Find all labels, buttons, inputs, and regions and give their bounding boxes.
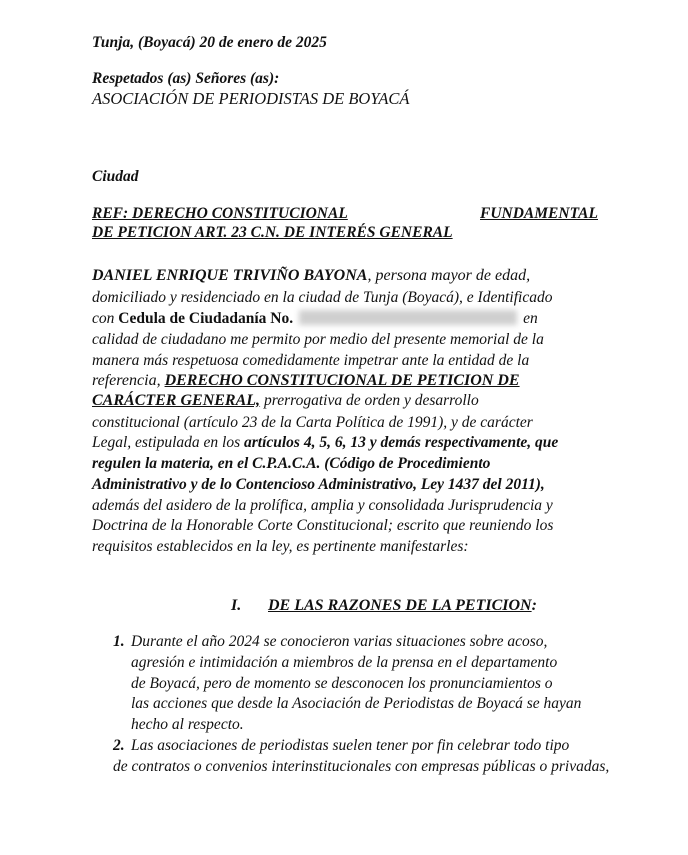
body-line-13: Doctrina de la Honorable Corte Constitucional; escrito que reuniendo los <box>92 517 554 534</box>
list-item-2-line-2: de contratos o convenios interinstitucionales con empresas públicas o privadas, <box>113 758 610 775</box>
list-item-1-line-1: Durante el año 2024 se conocieron varias situaciones sobre acoso, <box>131 633 548 650</box>
petition-type-1: DERECHO CONSTITUCIONAL DE PETICION DE <box>164 372 520 389</box>
list-item-1-line-5: hecho al respecto. <box>131 716 244 733</box>
city-label: Ciudad <box>92 168 139 185</box>
body-line-9: Legal, estipulada en los artículos 4, 5, 6, 13 y demás respectivamente, que <box>92 434 559 451</box>
list-item-1-line-4: las acciones que desde la Asociación de Periodistas de Boyacá se hayan <box>131 695 582 712</box>
body-line-5: manera más respetuosa comedidamente impetrar ante la entidad de la <box>92 352 530 369</box>
list-number-2: 2. <box>113 737 125 754</box>
ref-line-2: DE PETICION ART. 23 C.N. DE INTERÉS GENERAL <box>92 224 453 241</box>
redacted-id-number <box>299 310 517 325</box>
id-label: Cedula de Ciudadanía No. <box>118 310 294 327</box>
list-item-2-line-1: Las asociaciones de periodistas suelen tener por fin celebrar todo tipo <box>131 737 570 754</box>
petitioner-name: DANIEL ENRIQUE TRIVIÑO BAYONA <box>92 267 368 284</box>
recipient: ASOCIACIÓN DE PERIODISTAS DE BOYACÁ <box>92 89 410 108</box>
body-line-3: con Cedula de Ciudadanía No. en <box>92 310 538 327</box>
list-item-1-line-3: de Boyacá, pero de momento se desconocen los pronunciamientos o <box>131 675 553 692</box>
body-line-6: referencia, DERECHO CONSTITUCIONAL DE PETICION DE <box>92 372 520 389</box>
body-line-2: domiciliado y residenciado en la ciudad de Tunja (Boyacá), e Identificado <box>92 289 553 306</box>
body-line-4: calidad de ciudadano me permito por medio del presente memorial de la <box>92 331 544 348</box>
ref-right: FUNDAMENTAL <box>480 205 598 222</box>
date-line: Tunja, (Boyacá) 20 de enero de 2025 <box>92 34 327 51</box>
section-heading: DE LAS RAZONES DE LA PETICION: <box>268 597 537 614</box>
body-line-11: Administrativo y de lo Contencioso Administrativo, Ley 1437 del 2011), <box>92 476 545 493</box>
body-line-7: CARÁCTER GENERAL, prerrogativa de orden y desarrollo <box>92 392 479 409</box>
petition-type-2: CARÁCTER GENERAL, <box>92 392 261 409</box>
section-numeral: I. <box>231 597 242 614</box>
ref-line-1 <box>92 205 598 223</box>
greeting: Respetados (as) Señores (as): <box>92 70 280 87</box>
body-line-14: requisitos establecidos en la ley, es pertinente manifestarles: <box>92 538 469 555</box>
ref-left: REF: DERECHO CONSTITUCIONAL <box>92 205 348 222</box>
body-line-1: DANIEL ENRIQUE TRIVIÑO BAYONA, persona mayor de edad, <box>92 267 531 284</box>
body-line-12: además del asidero de la prolífica, amplia y consolidada Jurisprudencia y <box>92 497 553 514</box>
list-number-1: 1. <box>113 633 125 650</box>
list-item-1-line-2: agresión e intimidación a miembros de la prensa en el departamento <box>131 654 558 671</box>
body-line-8: constitucional (artículo 23 de la Carta Política de 1991), y de carácter <box>92 414 533 431</box>
body-line-10: regulen la materia, en el C.P.A.C.A. (Código de Procedimiento <box>92 455 491 472</box>
